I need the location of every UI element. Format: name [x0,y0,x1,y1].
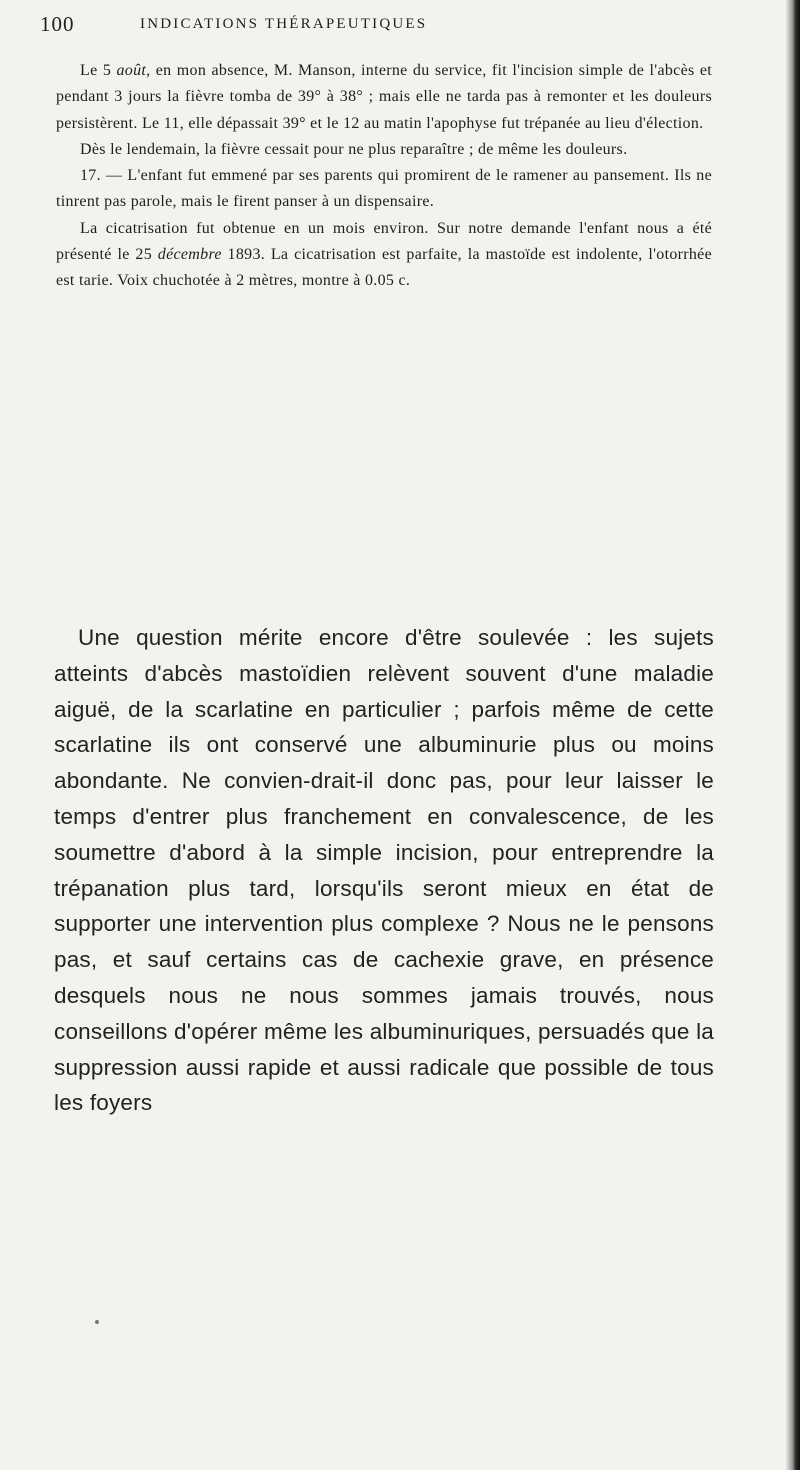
case-note-date: décembre [157,246,222,264]
case-note-date: août [116,62,147,79]
case-note-text: La cicatrisation fut obtenue en un mois environ. Sur notre demande l'enfant nous a été présenté le 25 [56,219,712,264]
page-edge-shadow [786,0,800,1470]
case-note-paragraph [56,58,712,137]
main-body-text [54,620,714,1121]
page-number: 100 [40,12,75,36]
running-head: INDICATIONS THÉRAPEUTIQUES [140,16,428,32]
case-notes [56,58,712,295]
paper-speck [95,1320,99,1324]
main-paragraph: Une question mérite encore d'être soulevée : les sujets atteints d'abcès mastoïdien relèvent souvent d'une maladie aiguë, de la scarlatine en particulier ; parfois même de cette scarlatine ils ont conservé une albuminurie plus ou moins abondante. Ne convien-drait-il donc pas, pour leur laisser le temps d'entrer plus franchement en convalescence, de les soumettre d'abord à la simple incision, pour entreprendre la trépanation plus tard, lorsqu'ils seront mieux en état de supporter une intervention plus complexe ? Nous ne le pensons pas, et sauf certains cas de cachexie grave, en présence desquels nous ne nous sommes jamais trouvés, nous conseillons d'opérer même les albuminuriques, persuadés que la suppression aussi rapide et aussi radicale que possible de tous les foyers [54,625,714,1116]
case-note-paragraph [56,216,712,295]
case-note-paragraph: Dès le lendemain, la fièvre cessait pour ne plus reparaître ; de même les douleurs. [80,140,628,158]
page-header [40,12,760,36]
case-note-text: , en mon absence, M. Manson, interne du service, fit l'incision simple de l'abcès et pendant 3 jours la fièvre tomba de 39° à 38° ; mais elle ne tarda pas à remonter et les douleurs persistèrent. Le 11, elle dépassait 39° et le 12 au matin l'apophyse fut trépanée au lieu d'élection. [56,62,712,132]
case-note-text: Le 5 [80,62,117,79]
case-note-paragraph: 17. — L'enfant fut emmené par ses parents qui promirent de le ramener au pansement. Ils ne tinrent pas parole, mais le firent panser à un dispensaire. [56,167,712,211]
case-note-text: 1893. La cicatrisation est parfaite, la mastoïde est indolente, l'otorrhée est tarie. Voix chuchotée à 2 mètres, montre à 0.05 c. [56,246,712,290]
